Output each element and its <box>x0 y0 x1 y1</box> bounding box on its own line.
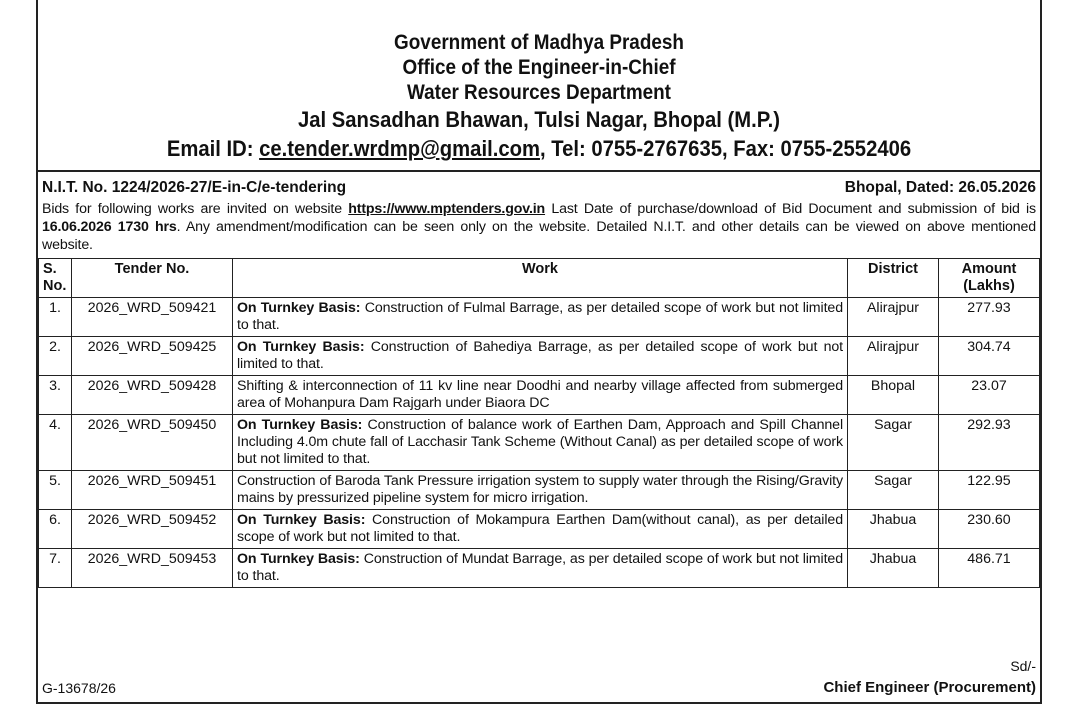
row-district: Sagar <box>848 471 939 510</box>
work-description: Construction of Bahediya Barrage, as per detailed scope of work but not limited to that. <box>237 339 844 372</box>
work-prefix: On Turnkey Basis: <box>237 339 365 355</box>
table-row <box>39 415 1040 471</box>
row-sno: 7. <box>39 549 72 588</box>
work-prefix: On Turnkey Basis: <box>237 417 363 433</box>
table-row <box>39 298 1040 337</box>
tender-notice <box>36 0 1042 704</box>
table-row <box>39 337 1040 376</box>
header-work: Work <box>233 259 848 298</box>
work-prefix: On Turnkey Basis: <box>237 300 361 316</box>
intro-text-2: Last Date of purchase/download of Bid Document and submission of bid is <box>545 201 1036 217</box>
row-district: Jhabua <box>848 549 939 588</box>
notice-header <box>38 0 1040 172</box>
row-tender-no: 2026_WRD_509428 <box>72 376 233 415</box>
bid-deadline: 16.06.2026 1730 hrs <box>42 219 177 235</box>
header-sno: S. No. <box>39 259 72 298</box>
intro-paragraph <box>38 198 1040 254</box>
row-work <box>233 337 848 376</box>
row-amount: 304.74 <box>939 337 1040 376</box>
website-link[interactable]: https://www.mptenders.gov.in <box>348 201 546 217</box>
work-prefix: On Turnkey Basis: <box>237 512 366 528</box>
row-work <box>233 298 848 337</box>
row-district: Sagar <box>848 415 939 471</box>
header-address: Jal Sansadhan Bhawan, Tulsi Nagar, Bhopal (M.P.) <box>297 107 780 132</box>
header-government: Government of Madhya Pradesh <box>394 31 684 54</box>
signatory: Chief Engineer (Procurement) <box>823 679 1036 696</box>
work-description: Construction of Mokampura Earthen Dam(without canal), as per detailed scope of work but not limited to that. <box>237 512 843 545</box>
table-header-row <box>39 259 1040 298</box>
row-work <box>233 471 848 510</box>
row-amount: 277.93 <box>939 298 1040 337</box>
work-description: Construction of Mundat Barrage, as per detailed scope of work but not limited to that. <box>237 551 844 584</box>
row-district: Alirajpur <box>848 298 939 337</box>
header-tender-no: Tender No. <box>72 259 233 298</box>
row-amount: 292.93 <box>939 415 1040 471</box>
work-description: Construction of balance work of Earthen Dam, Approach and Spill Channel Including 4.0m chute fall of Lacchasir Tank Scheme (Without Canal) as per detailed scope of work but not limited to that. <box>237 417 844 467</box>
row-tender-no: 2026_WRD_509453 <box>72 549 233 588</box>
nit-row <box>38 172 1040 198</box>
header-amount: Amount (Lakhs) <box>939 259 1040 298</box>
row-district: Bhopal <box>848 376 939 415</box>
row-sno: 6. <box>39 510 72 549</box>
table-row <box>39 549 1040 588</box>
contact-phone-fax: , Tel: 0755-2767635, Fax: 0755-2552406 <box>539 136 912 161</box>
header-district: District <box>848 259 939 298</box>
row-sno: 5. <box>39 471 72 510</box>
table-row <box>39 510 1040 549</box>
row-tender-no: 2026_WRD_509425 <box>72 337 233 376</box>
work-description: Shifting & interconnection of 11 kv line near Doodhi and nearby village affected from submerged area of Mohanpura Dam Rajgarh under Biaora DC <box>237 378 843 411</box>
intro-text-1: Bids for following works are invited on website <box>42 201 349 217</box>
notice-reference: G-13678/26 <box>42 680 116 696</box>
row-sno: 1. <box>39 298 72 337</box>
row-amount: 486.71 <box>939 549 1040 588</box>
row-amount: 23.07 <box>939 376 1040 415</box>
table-row <box>39 471 1040 510</box>
row-tender-no: 2026_WRD_509452 <box>72 510 233 549</box>
notice-footer <box>38 648 1040 702</box>
row-work <box>233 376 848 415</box>
email-label: Email ID: <box>166 136 260 161</box>
row-sno: 3. <box>39 376 72 415</box>
row-amount: 230.60 <box>939 510 1040 549</box>
row-work <box>233 549 848 588</box>
row-district: Alirajpur <box>848 337 939 376</box>
table-row <box>39 376 1040 415</box>
work-description: Construction of Baroda Tank Pressure irrigation system to supply water through the Rising/Gravity mains by pressurized pipeline system for micro irrigation. <box>237 473 843 506</box>
row-work <box>233 510 848 549</box>
row-amount: 122.95 <box>939 471 1040 510</box>
email-link[interactable]: ce.tender.wrdmp@gmail.com <box>259 136 540 161</box>
row-work <box>233 415 848 471</box>
intro-text-3: . Any amendment/modification can be seen only on the website. Detailed N.I.T. and other details can be viewed on above mentioned website. <box>42 219 1036 253</box>
row-district: Jhabua <box>848 510 939 549</box>
header-office: Office of the Engineer-in-Chief <box>402 56 676 79</box>
row-sno: 4. <box>39 415 72 471</box>
row-sno: 2. <box>39 337 72 376</box>
row-tender-no: 2026_WRD_509421 <box>72 298 233 337</box>
nit-date: Bhopal, Dated: 26.05.2026 <box>844 179 1036 196</box>
row-tender-no: 2026_WRD_509450 <box>72 415 233 471</box>
work-prefix: On Turnkey Basis: <box>237 551 360 567</box>
works-table <box>38 258 1040 588</box>
work-description: Construction of Fulmal Barrage, as per detailed scope of work but not limited to that. <box>237 300 843 333</box>
header-contact <box>88 135 990 163</box>
signed-mark: Sd/- <box>1010 658 1036 674</box>
row-tender-no: 2026_WRD_509451 <box>72 471 233 510</box>
nit-number: N.I.T. No. 1224/2026-27/E-in-C/e-tendering <box>42 179 347 196</box>
header-department: Water Resources Department <box>406 81 671 104</box>
